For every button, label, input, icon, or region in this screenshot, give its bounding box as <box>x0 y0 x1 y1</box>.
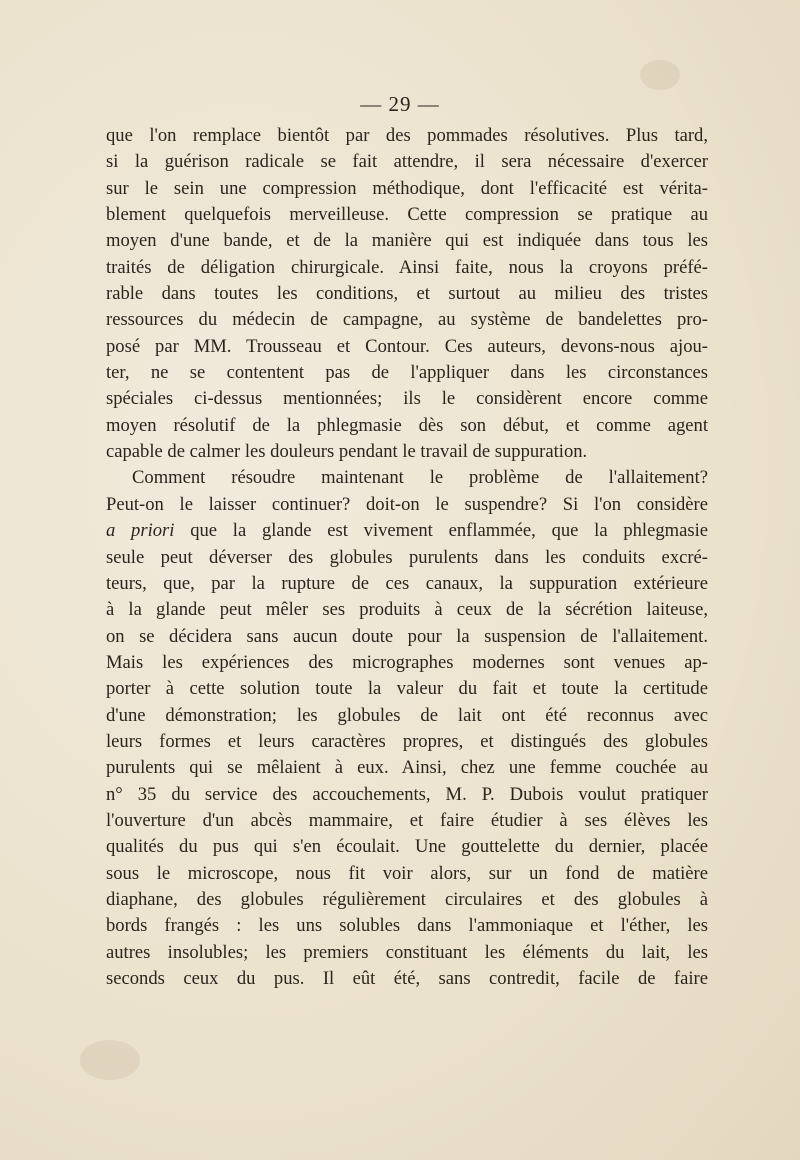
text-line: seconds ceux du pus. Il eût été, sans contredit, facile de faire <box>106 968 708 989</box>
body-text <box>106 123 708 992</box>
text-line: capable de calmer les douleurs pendant le travail de suppuration. <box>106 441 588 463</box>
text-line: porter à cette solution toute la valeur du fait et toute la certitude <box>106 678 708 700</box>
text-line: spéciales ci-dessus mentionnées; ils le considèrent encore comme <box>106 388 708 410</box>
text-line: rable dans toutes les conditions, et surtout au milieu des tristes <box>106 283 708 305</box>
text-line: posé par MM. Trousseau et Contour. Ces auteurs, devons-nous ajou- <box>106 335 708 357</box>
page-number: — 29 — <box>360 92 440 116</box>
text-line: d'une démonstration; les globules de lait ont été reconnus avec <box>106 704 708 726</box>
text-line: ressources du médecin de campagne, au système de bandelettes pro- <box>106 309 708 331</box>
text-line: si la guérison radicale se fait attendre, il sera nécessaire d'exercer <box>106 151 708 173</box>
text-line: Peut-on le laisser continuer? doit-on le suspendre? Si l'on considère <box>106 493 708 515</box>
text-line: n° 35 du service des accouchements, M. P. Dubois voulut pratiquer <box>106 783 708 805</box>
text-line: sur le sein une compression méthodique, dont l'efficacité est vérita- <box>106 177 708 199</box>
paper-stain <box>80 1040 140 1080</box>
text-line: bords frangés : les uns solubles dans l'ammoniaque et l'éther, les <box>106 915 708 937</box>
text-line: moyen d'une bande, et de la manière qui est indiquée dans tous les <box>106 230 708 252</box>
text-line: ter, ne se contentent pas de l'appliquer dans les circonstances <box>106 362 708 384</box>
text-line: que l'on remplace bientôt par des pommades résolutives. Plus tard, <box>106 125 708 146</box>
text-line: on se décidera sans aucun doute pour la suspension de l'allaitement. <box>106 625 708 647</box>
text-line: blement quelquefois merveilleuse. Cette compression se pratique au <box>106 204 708 226</box>
text-line: traités de déligation chirurgicale. Ainsi faite, nous la croyons préfé- <box>106 256 708 278</box>
text-line: seule peut déverser des globules purulents dans les conduits excré- <box>106 546 708 568</box>
text-line: moyen résolutif de la phlegmasie dès son début, et comme agent <box>106 414 708 436</box>
text-line <box>106 518 708 544</box>
text-line: diaphane, des globules régulièrement circulaires et des globules à <box>106 888 708 910</box>
text-line: sous le microscope, nous fit voir alors, sur un fond de matière <box>106 862 708 884</box>
text-line: à la glande peut mêler ses produits à ceux de la sécrétion laiteuse, <box>106 599 708 621</box>
text-line: Comment résoudre maintenant le problème de l'allaitement? <box>132 467 708 489</box>
text-line-rest: que la glande est vivement enflammée, que la phlegmasie <box>190 520 708 542</box>
text-line: teurs, que, par la rupture de ces canaux, la suppuration extérieure <box>106 572 708 594</box>
text-line: qualités du pus qui s'en écoulait. Une gouttelette du dernier, placée <box>106 836 708 858</box>
text-line: leurs formes et leurs caractères propres, et distingués des globules <box>106 730 708 752</box>
text-line: Mais les expériences des micrographes modernes sont venues ap- <box>106 651 708 673</box>
italic-phrase: a priori <box>106 520 175 542</box>
text-line: l'ouverture d'un abcès mammaire, et faire étudier à ses élèves les <box>106 809 708 831</box>
paper-stain <box>640 60 680 90</box>
text-line: purulents qui se mêlaient à eux. Ainsi, chez une femme couchée au <box>106 757 708 779</box>
text-line: autres insolubles; les premiers constituant les éléments du lait, les <box>106 941 708 963</box>
